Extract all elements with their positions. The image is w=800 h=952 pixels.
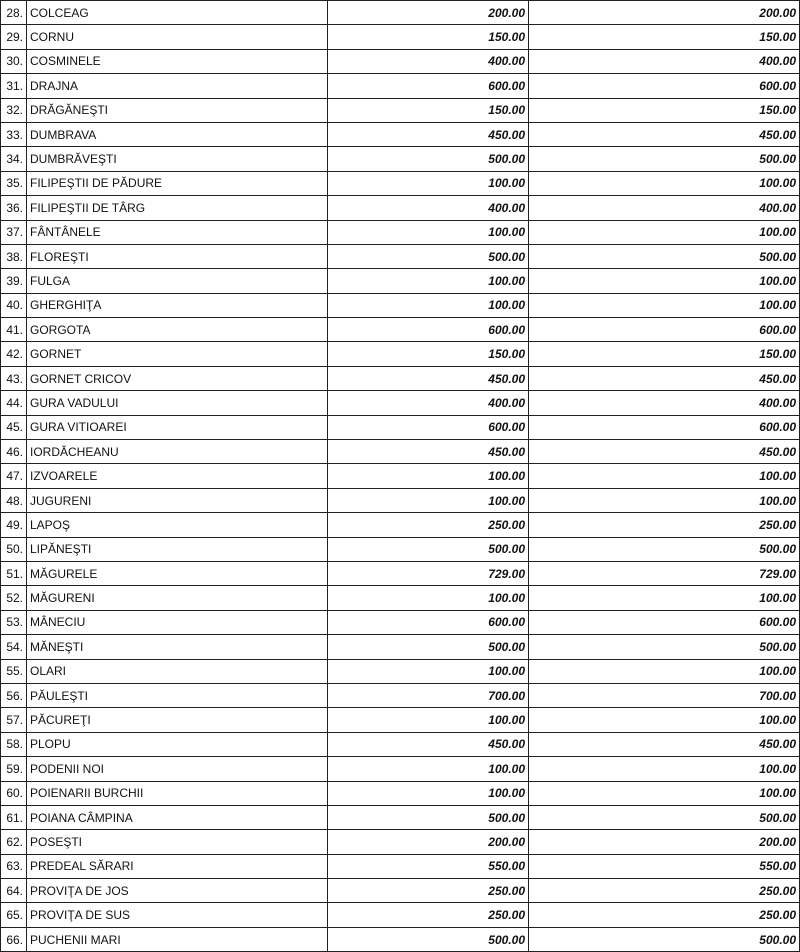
- amount-column-1: 450.00: [328, 440, 529, 464]
- locality-name: PLOPU: [27, 732, 328, 756]
- row-number: 44.: [1, 391, 27, 415]
- locality-name: MĂGURELE: [27, 561, 328, 585]
- amount-column-1: 600.00: [328, 415, 529, 439]
- amount-column-2: 500.00: [529, 805, 800, 829]
- locality-name: CORNU: [27, 25, 328, 49]
- row-number: 53.: [1, 610, 27, 634]
- table-row: [1, 1, 800, 25]
- locality-name: MĂGURENI: [27, 586, 328, 610]
- amount-column-1: 100.00: [328, 269, 529, 293]
- amount-column-2: 600.00: [529, 610, 800, 634]
- locality-name: GHERGHIŢA: [27, 293, 328, 317]
- table-body: [1, 1, 800, 952]
- amount-column-2: 700.00: [529, 683, 800, 707]
- amount-column-1: 250.00: [328, 903, 529, 927]
- row-number: 40.: [1, 293, 27, 317]
- row-number: 36.: [1, 196, 27, 220]
- row-number: 52.: [1, 586, 27, 610]
- amount-column-2: 200.00: [529, 830, 800, 854]
- row-number: 42.: [1, 342, 27, 366]
- amount-column-1: 100.00: [328, 757, 529, 781]
- table-row: [1, 488, 800, 512]
- row-number: 30.: [1, 49, 27, 73]
- table-row: [1, 98, 800, 122]
- table-row: [1, 830, 800, 854]
- table-row: [1, 74, 800, 98]
- row-number: 64.: [1, 879, 27, 903]
- amount-column-2: 400.00: [529, 391, 800, 415]
- amount-column-2: 100.00: [529, 757, 800, 781]
- amount-column-2: 500.00: [529, 635, 800, 659]
- row-number: 34.: [1, 147, 27, 171]
- locality-name: DUMBRAVA: [27, 122, 328, 146]
- amount-column-1: 400.00: [328, 196, 529, 220]
- table-row: [1, 391, 800, 415]
- locality-name: GURA VITIOAREI: [27, 415, 328, 439]
- row-number: 63.: [1, 854, 27, 878]
- table-row: [1, 610, 800, 634]
- locality-name: LIPĂNEŞTI: [27, 537, 328, 561]
- amount-column-1: 500.00: [328, 147, 529, 171]
- amount-column-2: 100.00: [529, 586, 800, 610]
- amount-column-2: 100.00: [529, 269, 800, 293]
- amount-column-2: 100.00: [529, 659, 800, 683]
- row-number: 37.: [1, 220, 27, 244]
- amount-column-1: 100.00: [328, 488, 529, 512]
- locality-name: IZVOARELE: [27, 464, 328, 488]
- amount-column-1: 100.00: [328, 464, 529, 488]
- locality-name: DUMBRĂVEŞTI: [27, 147, 328, 171]
- amount-column-1: 500.00: [328, 244, 529, 268]
- amount-column-2: 250.00: [529, 903, 800, 927]
- table-row: [1, 537, 800, 561]
- amount-column-1: 450.00: [328, 366, 529, 390]
- table-row: [1, 415, 800, 439]
- table-row: [1, 342, 800, 366]
- amount-column-2: 150.00: [529, 25, 800, 49]
- locality-name: FILIPEŞTII DE TÂRG: [27, 196, 328, 220]
- row-number: 45.: [1, 415, 27, 439]
- row-number: 46.: [1, 440, 27, 464]
- amount-column-1: 500.00: [328, 635, 529, 659]
- amount-column-2: 100.00: [529, 781, 800, 805]
- amount-column-1: 729.00: [328, 561, 529, 585]
- locality-name: FLOREŞTI: [27, 244, 328, 268]
- table-row: [1, 49, 800, 73]
- amount-column-2: 450.00: [529, 122, 800, 146]
- locality-name: POIENARII BURCHII: [27, 781, 328, 805]
- row-number: 65.: [1, 903, 27, 927]
- table-row: [1, 269, 800, 293]
- table-row: [1, 366, 800, 390]
- table-row: [1, 196, 800, 220]
- table-row: [1, 464, 800, 488]
- locality-name: FULGA: [27, 269, 328, 293]
- row-number: 59.: [1, 757, 27, 781]
- amount-column-1: 250.00: [328, 513, 529, 537]
- amount-column-1: 500.00: [328, 805, 529, 829]
- locality-name: PREDEAL SĂRARI: [27, 854, 328, 878]
- amount-column-2: 400.00: [529, 49, 800, 73]
- locality-name: IORDĂCHEANU: [27, 440, 328, 464]
- row-number: 60.: [1, 781, 27, 805]
- amount-column-1: 400.00: [328, 49, 529, 73]
- locality-name: PĂCUREŢI: [27, 708, 328, 732]
- row-number: 57.: [1, 708, 27, 732]
- amount-column-1: 150.00: [328, 98, 529, 122]
- amount-column-1: 500.00: [328, 537, 529, 561]
- table-row: [1, 708, 800, 732]
- amount-column-1: 100.00: [328, 781, 529, 805]
- locality-name: PUCHENII MARI: [27, 927, 328, 951]
- table-row: [1, 757, 800, 781]
- amount-column-2: 100.00: [529, 464, 800, 488]
- table-row: [1, 513, 800, 537]
- row-number: 62.: [1, 830, 27, 854]
- locality-name: DRĂGĂNEŞTI: [27, 98, 328, 122]
- amount-column-1: 600.00: [328, 610, 529, 634]
- row-number: 38.: [1, 244, 27, 268]
- row-number: 33.: [1, 122, 27, 146]
- locality-name: POSEŞTI: [27, 830, 328, 854]
- table-row: [1, 927, 800, 951]
- amount-column-2: 450.00: [529, 440, 800, 464]
- amount-column-1: 100.00: [328, 220, 529, 244]
- amount-column-1: 100.00: [328, 586, 529, 610]
- amount-column-2: 729.00: [529, 561, 800, 585]
- amount-column-1: 100.00: [328, 708, 529, 732]
- table-row: [1, 220, 800, 244]
- row-number: 47.: [1, 464, 27, 488]
- row-number: 58.: [1, 732, 27, 756]
- amount-column-2: 500.00: [529, 927, 800, 951]
- amount-column-2: 600.00: [529, 318, 800, 342]
- locality-name: GORNET: [27, 342, 328, 366]
- table-row: [1, 293, 800, 317]
- amount-column-1: 700.00: [328, 683, 529, 707]
- locality-name: FÂNTÂNELE: [27, 220, 328, 244]
- row-number: 66.: [1, 927, 27, 951]
- amount-column-2: 150.00: [529, 342, 800, 366]
- amount-column-1: 150.00: [328, 342, 529, 366]
- amount-column-2: 500.00: [529, 244, 800, 268]
- row-number: 32.: [1, 98, 27, 122]
- table-row: [1, 244, 800, 268]
- row-number: 43.: [1, 366, 27, 390]
- table-row: [1, 171, 800, 195]
- table-row: [1, 854, 800, 878]
- locality-name: LAPOŞ: [27, 513, 328, 537]
- locality-name: GURA VADULUI: [27, 391, 328, 415]
- table-row: [1, 25, 800, 49]
- row-number: 49.: [1, 513, 27, 537]
- amount-column-2: 600.00: [529, 74, 800, 98]
- table-row: [1, 805, 800, 829]
- row-number: 48.: [1, 488, 27, 512]
- table-row: [1, 586, 800, 610]
- table-row: [1, 122, 800, 146]
- amount-column-1: 250.00: [328, 879, 529, 903]
- amount-column-2: 200.00: [529, 1, 800, 25]
- amount-column-1: 600.00: [328, 318, 529, 342]
- amount-column-1: 600.00: [328, 74, 529, 98]
- locality-name: PĂULEŞTI: [27, 683, 328, 707]
- amount-column-1: 450.00: [328, 122, 529, 146]
- amount-column-2: 100.00: [529, 220, 800, 244]
- table-row: [1, 635, 800, 659]
- amount-column-2: 100.00: [529, 293, 800, 317]
- amount-column-2: 250.00: [529, 513, 800, 537]
- row-number: 50.: [1, 537, 27, 561]
- row-number: 56.: [1, 683, 27, 707]
- amount-column-2: 100.00: [529, 171, 800, 195]
- row-number: 41.: [1, 318, 27, 342]
- row-number: 54.: [1, 635, 27, 659]
- locality-name: MÂNECIU: [27, 610, 328, 634]
- locality-name: OLARI: [27, 659, 328, 683]
- amount-column-1: 550.00: [328, 854, 529, 878]
- locality-name: COLCEAG: [27, 1, 328, 25]
- amount-column-2: 450.00: [529, 732, 800, 756]
- row-number: 31.: [1, 74, 27, 98]
- amount-column-1: 500.00: [328, 927, 529, 951]
- locality-name: POIANA CÂMPINA: [27, 805, 328, 829]
- locality-name: JUGURENI: [27, 488, 328, 512]
- amount-column-2: 550.00: [529, 854, 800, 878]
- table-row: [1, 903, 800, 927]
- amount-column-1: 100.00: [328, 171, 529, 195]
- amount-column-1: 200.00: [328, 830, 529, 854]
- amount-column-2: 500.00: [529, 147, 800, 171]
- amount-column-2: 450.00: [529, 366, 800, 390]
- amount-column-2: 400.00: [529, 196, 800, 220]
- row-number: 61.: [1, 805, 27, 829]
- table-row: [1, 879, 800, 903]
- amount-column-2: 100.00: [529, 488, 800, 512]
- amount-column-2: 100.00: [529, 708, 800, 732]
- row-number: 55.: [1, 659, 27, 683]
- amount-column-2: 150.00: [529, 98, 800, 122]
- locality-name: PROVIŢA DE JOS: [27, 879, 328, 903]
- amount-column-2: 250.00: [529, 879, 800, 903]
- locality-name: GORNET CRICOV: [27, 366, 328, 390]
- table-row: [1, 318, 800, 342]
- table-row: [1, 659, 800, 683]
- table-row: [1, 147, 800, 171]
- table-row: [1, 781, 800, 805]
- row-number: 39.: [1, 269, 27, 293]
- table-row: [1, 732, 800, 756]
- amount-column-2: 500.00: [529, 537, 800, 561]
- locality-name: PROVIŢA DE SUS: [27, 903, 328, 927]
- amount-column-1: 100.00: [328, 659, 529, 683]
- amount-column-1: 100.00: [328, 293, 529, 317]
- locality-name: GORGOTA: [27, 318, 328, 342]
- amount-column-2: 600.00: [529, 415, 800, 439]
- row-number: 35.: [1, 171, 27, 195]
- table-row: [1, 561, 800, 585]
- row-number: 51.: [1, 561, 27, 585]
- locality-name: MĂNEŞTI: [27, 635, 328, 659]
- amount-column-1: 400.00: [328, 391, 529, 415]
- locality-name: DRAJNA: [27, 74, 328, 98]
- table-row: [1, 440, 800, 464]
- amount-column-1: 200.00: [328, 1, 529, 25]
- row-number: 29.: [1, 25, 27, 49]
- row-number: 28.: [1, 1, 27, 25]
- locality-name: FILIPEŞTII DE PĂDURE: [27, 171, 328, 195]
- locality-name: PODENII NOI: [27, 757, 328, 781]
- amount-column-1: 150.00: [328, 25, 529, 49]
- locality-name: COSMINELE: [27, 49, 328, 73]
- amount-column-1: 450.00: [328, 732, 529, 756]
- table-row: [1, 683, 800, 707]
